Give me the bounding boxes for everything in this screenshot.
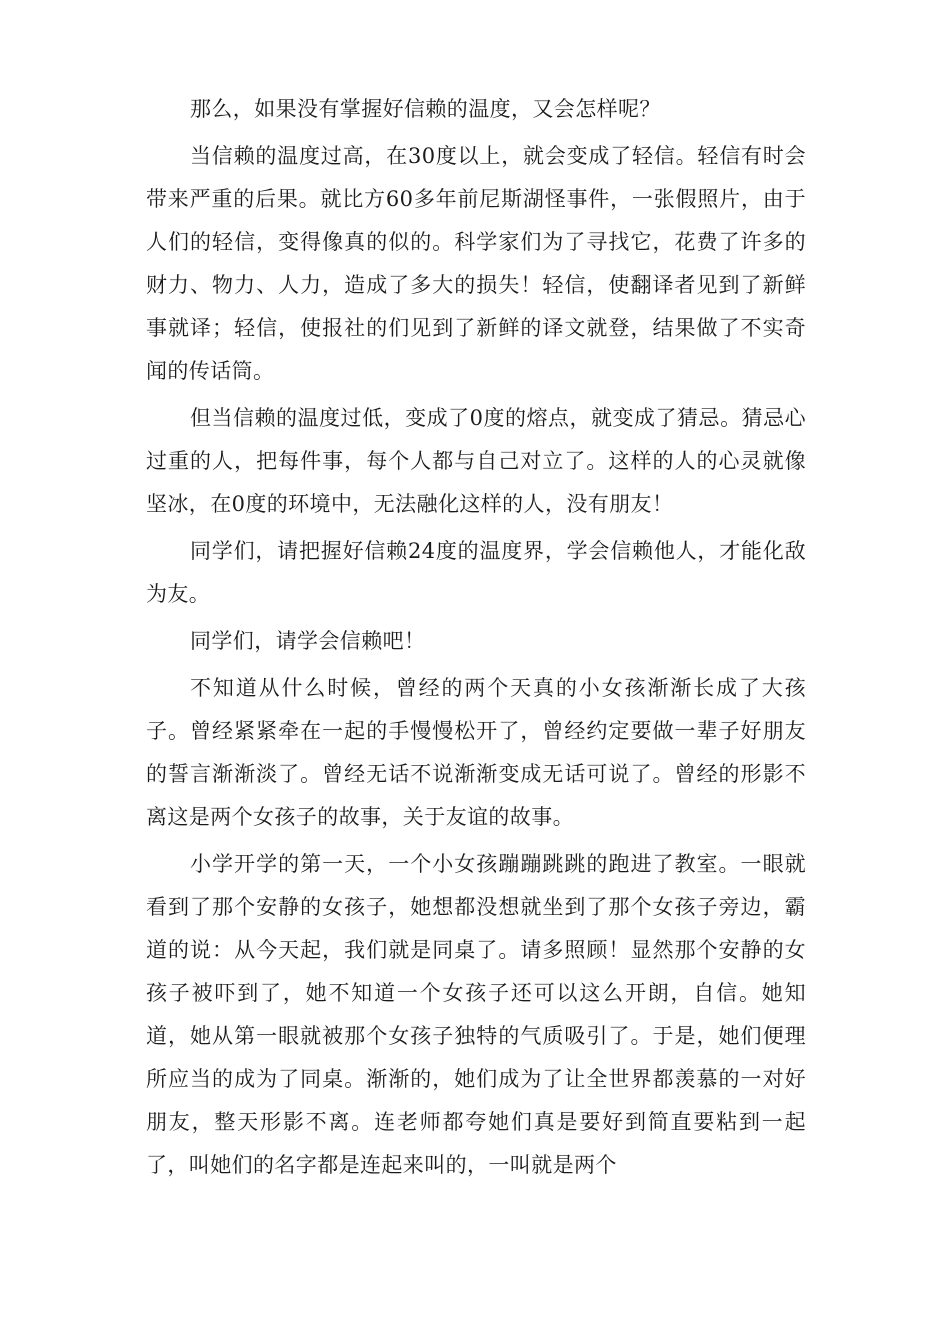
document-body xyxy=(146,88,806,1191)
paragraph: 那么，如果没有掌握好信赖的温度，又会怎样呢？ xyxy=(190,97,661,121)
paragraph: 同学们，请学会信赖吧！ xyxy=(190,629,426,653)
paragraph: 但当信赖的温度过低，变成了0度的熔点，就变成了猜忌。猜忌心过重的人，把每件事，每个人都与自己对立了。这样的人的心灵就像坚冰，在0度的环境中，无法融化这样的人，没有朋友！ xyxy=(146,406,806,516)
paragraph: 当信赖的温度过高，在30度以上，就会变成了轻信。轻信有时会带来严重的后果。就比方60多年前尼斯湖怪事件，一张假照片，由于人们的轻信，变得像真的似的。科学家们为了寻找它，花费了许多的财力、物力、人力，造成了多大的损失！轻信，使翻译者见到了新鲜事就译；轻信，使报社的们见到了新鲜的译文就登，结果做了不实奇闻的传话筒。 xyxy=(146,144,806,383)
paragraph: 小学开学的第一天，一个小女孩蹦蹦跳跳的跑进了教室。一眼就看到了那个安静的女孩子，她想都没想就坐到了那个女孩子旁边，霸道的说：从今天起，我们就是同桌了。请多照顾！显然那个安静的女孩子被吓到了，她不知道一个女孩子还可以这么开朗，自信。她知道，她从第一眼就被那个女孩子独特的气质吸引了。于是，她们便理所应当的成为了同桌。渐渐的，她们成为了让全世界都羡慕的一对好朋友，整天形影不离。连老师都夸她们真是要好到简直要粘到一起了，叫她们的名字都是连起来叫的，一叫就是两个 xyxy=(146,852,806,1177)
paragraph: 不知道从什么时候，曾经的两个天真的小女孩渐渐长成了大孩子。曾经紧紧牵在一起的手慢慢松开了，曾经约定要做一辈子好朋友的誓言渐渐淡了。曾经无话不说渐渐变成无话可说了。曾经的形影不离这是两个女孩子的故事，关于友谊的故事。 xyxy=(146,676,806,829)
paragraph: 同学们，请把握好信赖24度的温度界，学会信赖他人，才能化敌为友。 xyxy=(146,539,806,606)
